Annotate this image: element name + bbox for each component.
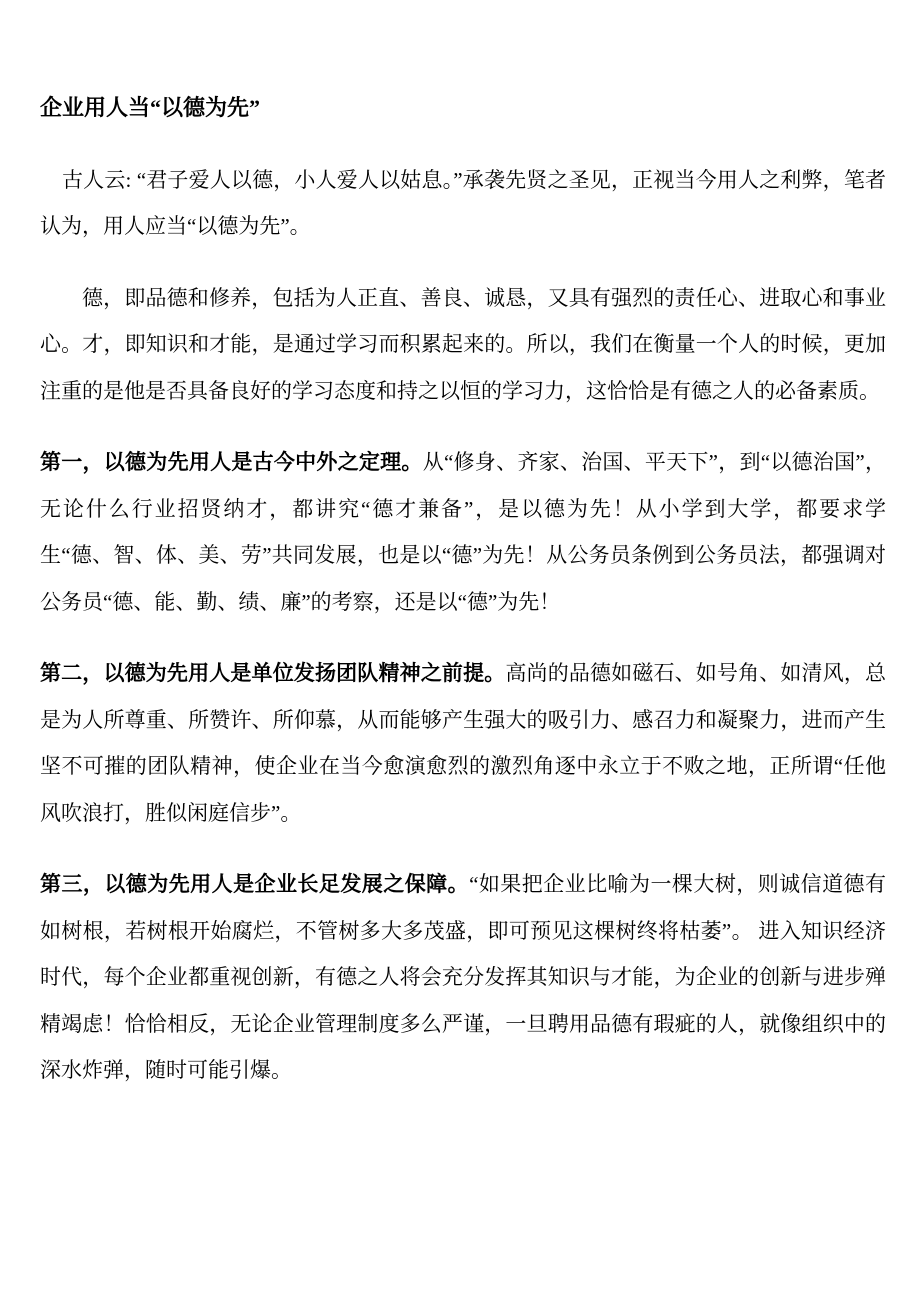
paragraph-text: 德，即品德和修养，包括为人正直、善良、诚恳，又具有强烈的责任心、进取心和事业心。才，即知识和才能，是通过学习而积累起来的。所以，我们在衡量一个人的时候，更加注重的是他是否具备良好的学习态度和持之以恒的学习力，这恰恰是有德之人的必备素质。 (40, 285, 886, 403)
paragraph (40, 861, 886, 1094)
document-title: 企业用人当“以德为先” (40, 95, 261, 120)
paragraph-text: “如果把企业比喻为一棵大树，则诚信道德有如树根，若树根开始腐烂，不管树多大多茂盛，即可预见这棵树终将枯萎”。 进入知识经济时代，每个企业都重视创新，有德之人将会充分发挥其知识与才能，为企业的创新与进步殚精竭虑！恰恰相反，无论企业管理制度多么严谨，一旦聘用品德有瑕疵的人，就像组织中的深水炸弹，随时可能引爆。 (40, 872, 886, 1082)
paragraph (40, 275, 886, 415)
paragraph-text: 古人云: “君子爱人以德，小人爱人以姑息。”承袭先贤之圣见，正视当今用人之利弊，笔者认为，用人应当“以德为先”。 (40, 167, 886, 238)
paragraph-lead: 第三，以德为先用人是企业长足发展之保障。 (40, 872, 470, 896)
paragraph-lead: 第一，以德为先用人是古今中外之定理。 (40, 450, 423, 474)
paragraph (40, 650, 886, 836)
paragraph (40, 439, 886, 625)
paragraph (40, 157, 886, 250)
paragraph-text: 高尚的品德如磁石、如号角、如清风，总是为人所尊重、所赞许、所仰慕，从而能够产生强大的吸引力、感召力和凝聚力，进而产生坚不可摧的团队精神，使企业在当今愈演愈烈的激烈角逐中永立于不败之地，正所谓“任他风吹浪打，胜似闲庭信步”。 (40, 661, 887, 825)
paragraph-lead: 第二，以德为先用人是单位发扬团队精神之前提。 (40, 661, 506, 685)
paragraph-text: 从“修身、齐家、治国、平天下”，到“以德治国”，无论什么行业招贤纳才，都讲究“德才兼备”，是以德为先！从小学到大学，都要求学生“德、智、体、美、劳”共同发展，也是以“德”为先！从公务员条例到公务员法，都强调对公务员“德、能、勤、绩、廉”的考察，还是以“德”为先！ (40, 450, 886, 614)
